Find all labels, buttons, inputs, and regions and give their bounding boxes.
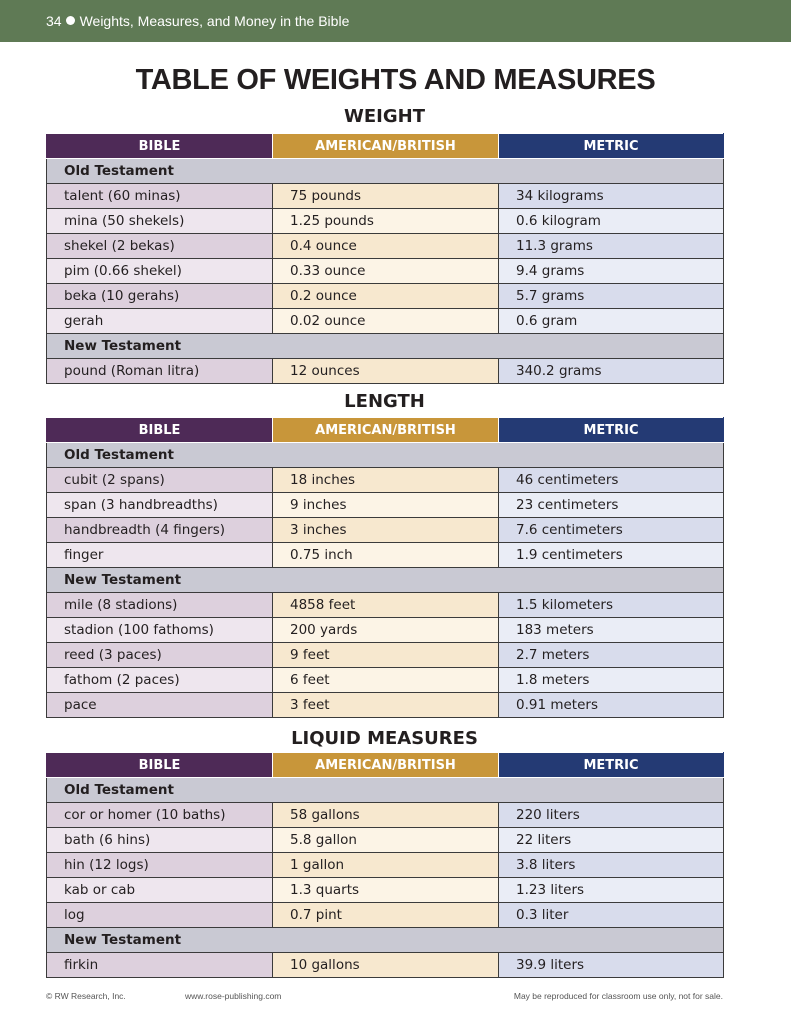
unit-cell-bible: shekel (2 bekas) <box>47 234 273 259</box>
section-title-length: LENGTH <box>344 391 425 412</box>
unit-cell-american-british: 9 feet <box>273 643 499 668</box>
testament-label: Old Testament <box>47 159 724 184</box>
unit-cell-metric: 1.9 centimeters <box>499 543 724 568</box>
unit-cell-american-british: 0.02 ounce <box>273 309 499 334</box>
table-row <box>47 543 724 568</box>
unit-cell-metric: 1.23 liters <box>499 878 724 903</box>
unit-cell-bible: fathom (2 paces) <box>47 668 273 693</box>
table-row <box>47 259 724 284</box>
unit-cell-american-british: 200 yards <box>273 618 499 643</box>
unit-cell-metric: 1.5 kilometers <box>499 593 724 618</box>
liquid-table <box>46 752 724 978</box>
header-row <box>47 134 724 159</box>
column-header-bible: BIBLE <box>47 418 273 443</box>
unit-cell-metric: 1.8 meters <box>499 668 724 693</box>
weight-table <box>46 133 724 384</box>
unit-cell-bible: cor or homer (10 baths) <box>47 803 273 828</box>
unit-cell-american-british: 1 gallon <box>273 853 499 878</box>
group-row <box>47 334 724 359</box>
column-header-american-british: AMERICAN/BRITISH <box>273 753 499 778</box>
unit-cell-bible: finger <box>47 543 273 568</box>
table-row <box>47 828 724 853</box>
unit-cell-metric: 34 kilograms <box>499 184 724 209</box>
unit-cell-metric: 0.6 kilogram <box>499 209 724 234</box>
testament-label: Old Testament <box>47 778 724 803</box>
table-row <box>47 493 724 518</box>
unit-cell-metric: 2.7 meters <box>499 643 724 668</box>
unit-cell-bible: handbreadth (4 fingers) <box>47 518 273 543</box>
unit-cell-bible: mina (50 shekels) <box>47 209 273 234</box>
testament-label: New Testament <box>47 334 724 359</box>
unit-cell-american-british: 0.75 inch <box>273 543 499 568</box>
group-row <box>47 778 724 803</box>
unit-cell-metric: 0.91 meters <box>499 693 724 718</box>
unit-cell-american-british: 0.4 ounce <box>273 234 499 259</box>
table-row <box>47 878 724 903</box>
unit-cell-metric: 23 centimeters <box>499 493 724 518</box>
unit-cell-american-british: 0.33 ounce <box>273 259 499 284</box>
unit-cell-metric: 9.4 grams <box>499 259 724 284</box>
unit-cell-metric: 11.3 grams <box>499 234 724 259</box>
unit-cell-american-british: 9 inches <box>273 493 499 518</box>
unit-cell-american-british: 12 ounces <box>273 359 499 384</box>
length-table <box>46 417 724 718</box>
testament-label: New Testament <box>47 928 724 953</box>
unit-cell-american-british: 6 feet <box>273 668 499 693</box>
unit-cell-american-british: 3 feet <box>273 693 499 718</box>
column-header-american-british: AMERICAN/BRITISH <box>273 418 499 443</box>
unit-cell-bible: mile (8 stadions) <box>47 593 273 618</box>
book-title: Weights, Measures, and Money in the Bible <box>79 13 350 29</box>
unit-cell-bible: span (3 handbreadths) <box>47 493 273 518</box>
table-row <box>47 903 724 928</box>
page-number: 34 <box>46 13 62 29</box>
column-header-bible: BIBLE <box>47 134 273 159</box>
unit-cell-bible: bath (6 hins) <box>47 828 273 853</box>
unit-cell-american-british: 58 gallons <box>273 803 499 828</box>
column-header-metric: METRIC <box>499 134 724 159</box>
unit-cell-bible: pound (Roman litra) <box>47 359 273 384</box>
header-row <box>47 418 724 443</box>
testament-label: New Testament <box>47 568 724 593</box>
column-header-metric: METRIC <box>499 753 724 778</box>
unit-cell-metric: 7.6 centimeters <box>499 518 724 543</box>
page-title: TABLE OF WEIGHTS AND MEASURES <box>135 64 656 96</box>
unit-cell-american-british: 1.3 quarts <box>273 878 499 903</box>
unit-cell-bible: cubit (2 spans) <box>47 468 273 493</box>
running-header <box>0 0 791 42</box>
table-row <box>47 209 724 234</box>
testament-label: Old Testament <box>47 443 724 468</box>
group-row <box>47 443 724 468</box>
unit-cell-american-british: 18 inches <box>273 468 499 493</box>
table-row <box>47 643 724 668</box>
unit-cell-metric: 183 meters <box>499 618 724 643</box>
unit-cell-american-british: 0.2 ounce <box>273 284 499 309</box>
table-row <box>47 668 724 693</box>
unit-cell-american-british: 1.25 pounds <box>273 209 499 234</box>
unit-cell-metric: 22 liters <box>499 828 724 853</box>
table-row <box>47 359 724 384</box>
unit-cell-bible: log <box>47 903 273 928</box>
unit-cell-metric: 340.2 grams <box>499 359 724 384</box>
column-header-metric: METRIC <box>499 418 724 443</box>
table-row <box>47 284 724 309</box>
table-row <box>47 593 724 618</box>
unit-cell-american-british: 4858 feet <box>273 593 499 618</box>
unit-cell-metric: 46 centimeters <box>499 468 724 493</box>
unit-cell-bible: beka (10 gerahs) <box>47 284 273 309</box>
table-row <box>47 803 724 828</box>
unit-cell-american-british: 75 pounds <box>273 184 499 209</box>
footer-website: www.rose-publishing.com <box>185 991 282 1001</box>
unit-cell-american-british: 3 inches <box>273 518 499 543</box>
unit-cell-bible: talent (60 minas) <box>47 184 273 209</box>
unit-cell-bible: kab or cab <box>47 878 273 903</box>
unit-cell-american-british: 5.8 gallon <box>273 828 499 853</box>
unit-cell-metric: 39.9 liters <box>499 953 724 978</box>
footer-copyright: © RW Research, Inc. <box>46 991 126 1001</box>
group-row <box>47 568 724 593</box>
table-row <box>47 853 724 878</box>
table-row <box>47 618 724 643</box>
unit-cell-metric: 0.6 gram <box>499 309 724 334</box>
header-row <box>47 753 724 778</box>
table-row <box>47 693 724 718</box>
table-row <box>47 518 724 543</box>
group-row <box>47 159 724 184</box>
unit-cell-bible: firkin <box>47 953 273 978</box>
table-row <box>47 234 724 259</box>
column-header-american-british: AMERICAN/BRITISH <box>273 134 499 159</box>
column-header-bible: BIBLE <box>47 753 273 778</box>
table-row <box>47 184 724 209</box>
unit-cell-bible: reed (3 paces) <box>47 643 273 668</box>
table-row <box>47 309 724 334</box>
table-row <box>47 468 724 493</box>
bullet-icon <box>66 16 75 25</box>
unit-cell-metric: 3.8 liters <box>499 853 724 878</box>
unit-cell-bible: gerah <box>47 309 273 334</box>
table-row <box>47 953 724 978</box>
unit-cell-metric: 5.7 grams <box>499 284 724 309</box>
unit-cell-metric: 220 liters <box>499 803 724 828</box>
unit-cell-american-british: 10 gallons <box>273 953 499 978</box>
unit-cell-metric: 0.3 liter <box>499 903 724 928</box>
unit-cell-bible: pim (0.66 shekel) <box>47 259 273 284</box>
section-title-weight: WEIGHT <box>344 106 425 127</box>
footer-notice: May be reproduced for classroom use only, not for sale. <box>513 991 723 1001</box>
unit-cell-bible: pace <box>47 693 273 718</box>
unit-cell-bible: stadion (100 fathoms) <box>47 618 273 643</box>
section-title-liquid: LIQUID MEASURES <box>291 728 478 749</box>
unit-cell-bible: hin (12 logs) <box>47 853 273 878</box>
group-row <box>47 928 724 953</box>
unit-cell-american-british: 0.7 pint <box>273 903 499 928</box>
